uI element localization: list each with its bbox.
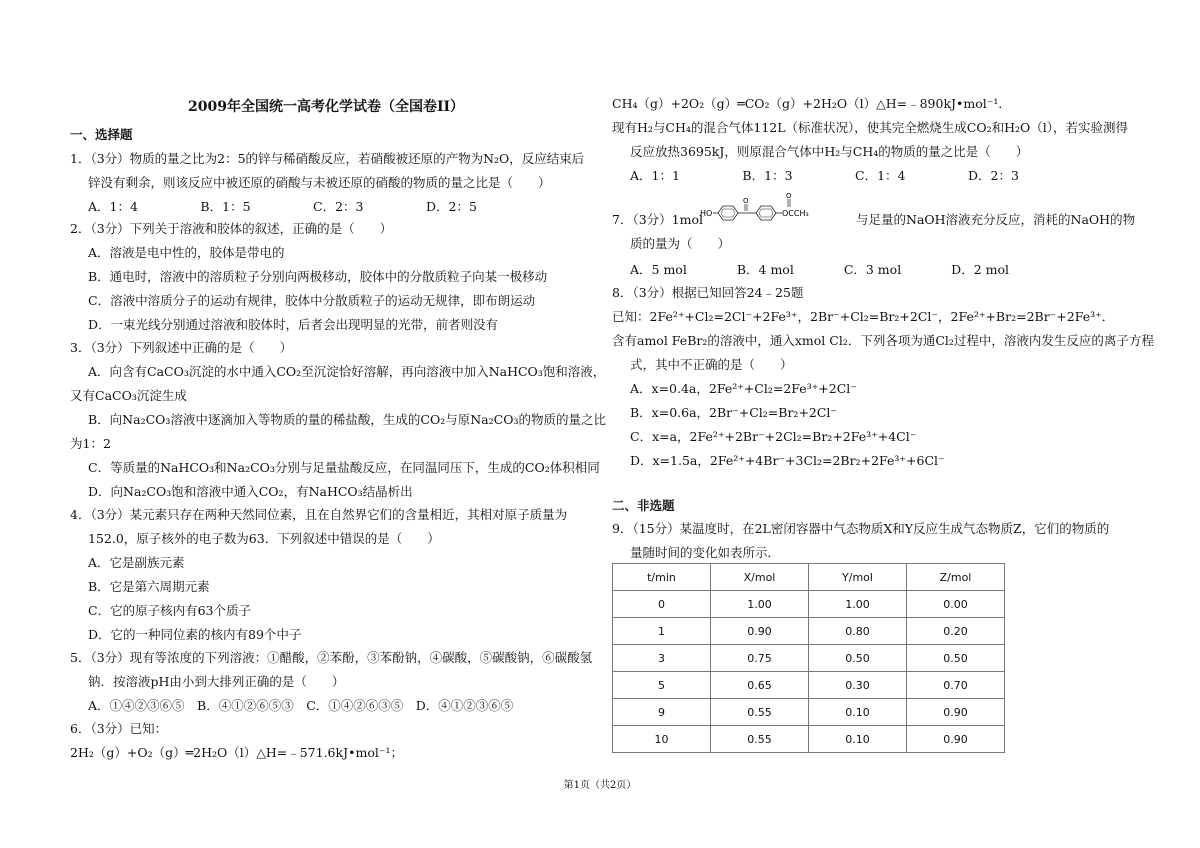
page-title: 2009年全国统一高考化学试卷（全国卷II） — [188, 99, 465, 115]
q5-line1: 5．（3分）现有等浓度的下列溶液：①醋酸，②苯酚，③苯酚钠，④碳酸，⑤碳酸钠，⑥碳酸氢 — [70, 650, 593, 665]
q6-line4: 现有H₂与CH₄的混合气体112L（标准状况），使其完全燃烧生成CO₂和H₂O（l），若实验测得 — [612, 120, 1129, 135]
q8-option-d: D．x=1.5a，2Fe²⁺+4Br⁻+3Cl₂=2Br₂+2Fe³⁺+6Cl⁻ — [630, 453, 945, 468]
q3-option-a-line1: A．向含有CaCO₃沉淀的水中通入CO₂至沉淀恰好溶解，再向溶液中加入NaHCO₃饱和溶液， — [88, 364, 606, 379]
q3-option-c: C．等质量的NaHCO₃和Na₂CO₃分别与足量盐酸反应，在同温同压下，生成的CO₂体积相同 — [88, 460, 600, 475]
table-row — [613, 645, 1005, 672]
data-table — [612, 563, 1005, 753]
q6-line2: 2H₂（g）+O₂（g）═2H₂O（l）△H=﹣571.6kJ•mol⁻¹； — [70, 745, 403, 760]
formula-acetyl: OCCH₃ — [782, 209, 809, 218]
q7-options: A．5 mol B．4 mol C．3 mol D．2 mol — [630, 262, 1010, 277]
table-cell: 1.00 — [809, 591, 907, 618]
q8-line3: 含有amol FeBr₂的溶液中，通入xmol Cl₂．下列各项为通Cl₂过程中，溶液内发生反应的离子方程 — [612, 333, 1154, 348]
section-heading-choice: 一、选择题 — [70, 127, 133, 142]
table-header-cell: Y/mol — [809, 564, 907, 591]
q5-options: A．①④②③⑥⑤ B．④①②⑥⑤③ C．①④②⑥③⑤ D．④①②③⑥⑤ — [88, 698, 514, 713]
table-cell: 0.10 — [809, 699, 907, 726]
table-cell: 0.55 — [711, 699, 809, 726]
q6-options: A．1：1 B．1：3 C．1：4 D．2：3 — [630, 168, 1019, 183]
q1-line2: 锌没有剩余，则该反应中被还原的硝酸与未被还原的硝酸的物质的量之比是（ ） — [88, 175, 551, 190]
q9-line1: 9．（15分）某温度时，在2L密闭容器中气态物质X和Y反应生成气态物质Z，它们的物质的 — [612, 521, 1110, 536]
table-row — [613, 618, 1005, 645]
table-cell: 0 — [613, 591, 711, 618]
table-cell: 0.10 — [809, 726, 907, 753]
table-cell: 0.50 — [809, 645, 907, 672]
q6-line1: 6．（3分）已知： — [70, 721, 168, 736]
q7-line2: 质的量为（ ） — [630, 236, 731, 251]
table-cell: 0.00 — [907, 591, 1005, 618]
table-cell: 0.80 — [809, 618, 907, 645]
q1-options: A．1：4 B．1：5 C．2：3 D．2：5 — [88, 199, 477, 214]
table-cell: 0.75 — [711, 645, 809, 672]
q4-option-d: D．它的一种同位素的核内有89个中子 — [88, 627, 302, 642]
table-row — [613, 591, 1005, 618]
structural-formula — [694, 192, 854, 222]
q3-option-d: D．向Na₂CO₃饱和溶液中通入CO₂，有NaHCO₃结晶析出 — [88, 484, 413, 499]
q3-option-b-line2: 为1：2 — [70, 436, 111, 451]
q3-option-a-line2: 又有CaCO₃沉淀生成 — [70, 388, 187, 403]
table-cell: 0.90 — [907, 699, 1005, 726]
q3-option-b-line1: B．向Na₂CO₃溶液中逐滴加入等物质的量的稀盐酸，生成的CO₂与原Na₂CO₃的物质的量之比 — [88, 412, 606, 427]
section-heading-nonchoice: 二、非选题 — [612, 498, 675, 513]
q3-line1: 3．（3分）下列叙述中正确的是（ ） — [70, 340, 293, 355]
q2-option-c: C．溶液中溶质分子的运动有规律，胶体中分散质粒子的运动无规律，即布朗运动 — [88, 293, 536, 308]
table-cell: 9 — [613, 699, 711, 726]
table-cell: 0.90 — [907, 726, 1005, 753]
q8-option-a: A．x=0.4a，2Fe²⁺+Cl₂=2Fe³⁺+2Cl⁻ — [630, 381, 857, 396]
q4-line2: 152.0，原子核外的电子数为63．下列叙述中错误的是（ ） — [88, 531, 440, 546]
table-cell: 0.55 — [711, 726, 809, 753]
table-cell: 0.50 — [907, 645, 1005, 672]
q9-line2: 量随时间的变化如表所示． — [630, 545, 781, 560]
table-cell: 1.00 — [711, 591, 809, 618]
table-header-cell: X/mol — [711, 564, 809, 591]
q6-line5: 反应放热3695kJ，则原混合气体中H₂与CH₄的物质的量之比是（ ） — [630, 144, 1029, 159]
table-cell: 1 — [613, 618, 711, 645]
table-cell: 0.90 — [711, 618, 809, 645]
q8-line4: 式，其中不正确的是（ ） — [630, 357, 793, 372]
table-row — [613, 699, 1005, 726]
q8-line1: 8．（3分）根据已知回答24﹣25题 — [612, 285, 804, 300]
q4-option-a: A．它是副族元素 — [88, 555, 185, 570]
q7-line1-prefix: 7．（3分）1mol — [612, 212, 703, 227]
q4-option-b: B．它是第六周期元素 — [88, 579, 210, 594]
q4-option-c: C．它的原子核内有63个质子 — [88, 603, 251, 618]
q8-option-b: B．x=0.6a，2Br⁻+Cl₂=Br₂+2Cl⁻ — [630, 405, 838, 420]
q2-option-a: A．溶液是电中性的，胶体是带电的 — [88, 245, 285, 260]
formula-carbonyl-o1: O — [743, 197, 749, 205]
table-header-row — [613, 564, 1005, 591]
page-footer: 第1页（共2页） — [563, 780, 637, 791]
q4-line1: 4．（3分）某元素只存在两种天然同位素，且在自然界它们的含量相近，其相对原子质量为 — [70, 507, 568, 522]
q5-line2: 钠．按溶液pH由小到大排列正确的是（ ） — [88, 674, 345, 689]
table-cell: 10 — [613, 726, 711, 753]
table-cell: 0.20 — [907, 618, 1005, 645]
q6-line3: CH₄（g）+2O₂（g）═CO₂（g）+2H₂O（l）△H=﹣890kJ•mol⁻¹． — [612, 96, 1011, 111]
table-cell: 0.65 — [711, 672, 809, 699]
table-cell: 3 — [613, 645, 711, 672]
q2-line1: 2．（3分）下列关于溶液和胶体的叙述，正确的是（ ） — [70, 221, 393, 236]
formula-carbonyl-o2: O — [786, 192, 792, 200]
table-row — [613, 726, 1005, 753]
table-cell: 0.30 — [809, 672, 907, 699]
q8-line2: 已知：2Fe²⁺+Cl₂=2Cl⁻+2Fe³⁺，2Br⁻+Cl₂=Br₂+2Cl⁻，2Fe²⁺+Br₂=2Br⁻+2Fe³⁺． — [612, 309, 1115, 324]
q2-option-b: B．通电时，溶液中的溶质粒子分别向两极移动，胶体中的分散质粒子向某一极移动 — [88, 269, 548, 284]
q8-option-c: C．x=a，2Fe²⁺+2Br⁻+2Cl₂=Br₂+2Fe³⁺+4Cl⁻ — [630, 429, 917, 444]
formula-ho: HO — [700, 209, 713, 218]
table-row — [613, 672, 1005, 699]
q1-line1: 1．（3分）物质的量之比为2：5的锌与稀硝酸反应，若硝酸被还原的产物为N₂O，反应结束后 — [70, 151, 585, 166]
table-header-cell: t/min — [613, 564, 711, 591]
q2-option-d: D．一束光线分别通过溶液和胶体时，后者会出现明显的光带，前者则没有 — [88, 317, 499, 332]
q7-line1-suffix: 与足量的NaOH溶液充分反应，消耗的NaOH的物 — [856, 212, 1136, 227]
table-header-cell: Z/mol — [907, 564, 1005, 591]
table-cell: 0.70 — [907, 672, 1005, 699]
table-cell: 5 — [613, 672, 711, 699]
